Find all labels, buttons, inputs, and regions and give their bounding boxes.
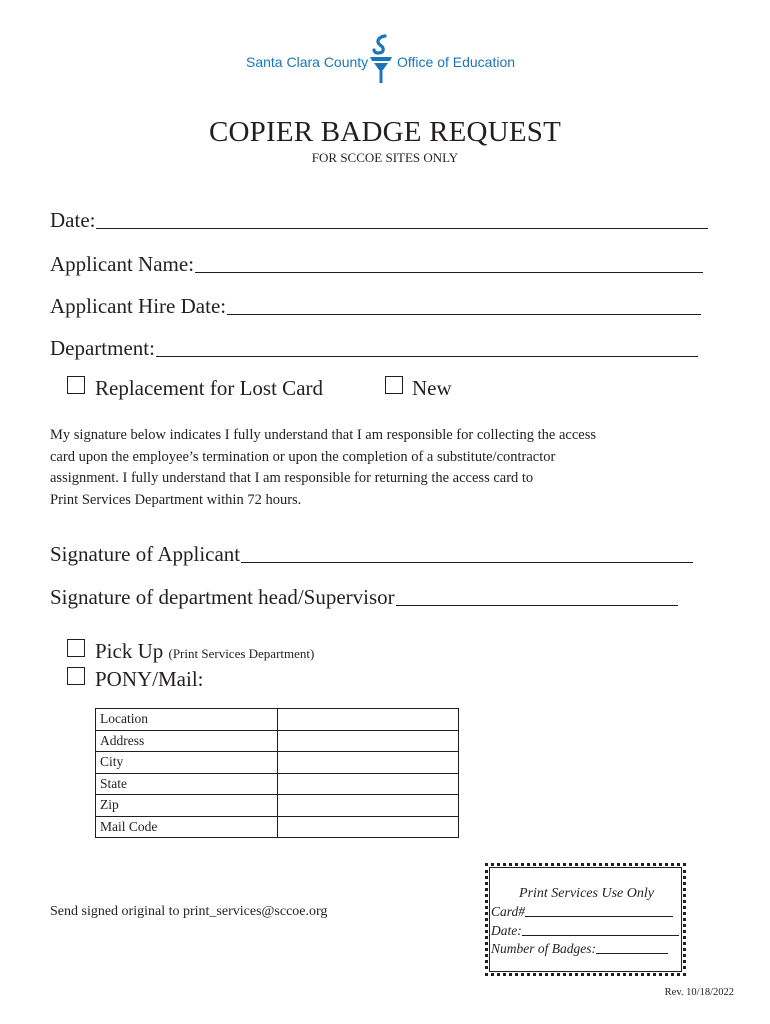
org-name-right: Office of Education <box>397 54 516 70</box>
location-label: Location <box>96 709 278 731</box>
ps-date-line[interactable] <box>522 935 679 936</box>
applicant-hire-date-line[interactable] <box>227 314 701 315</box>
table-row <box>96 752 459 774</box>
replacement-label: Replacement for Lost Card <box>95 376 324 400</box>
org-name-left: Santa Clara County <box>246 54 369 70</box>
date-line[interactable] <box>96 228 708 229</box>
date-label: Date: <box>50 208 96 232</box>
number-of-badges-label: Number of Badges: <box>491 941 596 956</box>
number-of-badges-field[interactable] <box>491 941 668 957</box>
department-line[interactable] <box>156 356 698 357</box>
table-row <box>96 730 459 752</box>
applicant-name-label: Applicant Name: <box>50 252 195 276</box>
table-row <box>96 709 459 731</box>
state-input[interactable] <box>278 773 459 795</box>
statement-line: My signature below indicates I fully understand that I am responsible for collecting the access <box>50 427 597 443</box>
pony-mail-checkbox[interactable] <box>67 667 85 685</box>
new-label: New <box>412 376 452 400</box>
print-services-box <box>485 863 686 976</box>
ps-date-label: Date: <box>491 923 522 938</box>
print-services-title: Print Services Use Only <box>519 886 654 901</box>
statement-line: Print Services Department within 72 hours. <box>50 491 302 508</box>
ps-date-field[interactable] <box>491 923 679 939</box>
address-table <box>95 708 459 838</box>
card-number-line[interactable] <box>525 916 673 917</box>
statement-line: assignment. I fully understand that I am responsible for returning the access card to <box>50 470 534 486</box>
responsibility-statement <box>50 425 720 511</box>
pickup-checkbox[interactable] <box>67 639 85 657</box>
table-row <box>96 773 459 795</box>
department-field[interactable] <box>50 336 698 361</box>
applicant-signature-field[interactable] <box>50 542 693 567</box>
table-row <box>96 816 459 838</box>
revision-date: Rev. 10/18/2022 <box>664 987 734 998</box>
applicant-name-line[interactable] <box>195 272 703 273</box>
pickup-note: (Print Services Department) <box>168 646 315 661</box>
applicant-hire-date-label: Applicant Hire Date: <box>50 294 227 318</box>
location-input[interactable] <box>278 709 459 731</box>
city-input[interactable] <box>278 752 459 774</box>
department-label: Department: <box>50 336 155 360</box>
replacement-checkbox[interactable] <box>67 376 85 394</box>
mail-code-input[interactable] <box>278 816 459 838</box>
supervisor-signature-label: Signature of department head/Supervisor <box>50 585 395 609</box>
send-instructions: Send signed original to print_services@sccoe.org <box>50 904 328 919</box>
applicant-name-field[interactable] <box>50 252 703 277</box>
statement-line: card upon the employee’s termination or upon the completion of a substitute/contractor <box>50 448 556 465</box>
pickup-label: Pick Up <box>95 639 164 663</box>
pickup-option <box>95 639 314 664</box>
card-number-field[interactable] <box>491 904 673 920</box>
supervisor-signature-line[interactable] <box>396 605 678 606</box>
page-title: COPIER BADGE REQUEST <box>208 116 561 148</box>
date-field[interactable] <box>50 208 708 233</box>
zip-label: Zip <box>96 795 278 817</box>
applicant-signature-line[interactable] <box>241 562 693 563</box>
torch-s-logo-icon <box>366 33 396 85</box>
new-checkbox[interactable] <box>385 376 403 394</box>
applicant-hire-date-field[interactable] <box>50 294 701 319</box>
mail-code-label: Mail Code <box>96 816 278 838</box>
number-of-badges-line[interactable] <box>596 953 668 954</box>
zip-input[interactable] <box>278 795 459 817</box>
address-input[interactable] <box>278 730 459 752</box>
pony-mail-label: PONY/Mail: <box>95 667 204 691</box>
supervisor-signature-field[interactable] <box>50 585 678 610</box>
city-label: City <box>96 752 278 774</box>
state-label: State <box>96 773 278 795</box>
card-number-label: Card# <box>491 904 526 919</box>
table-row <box>96 795 459 817</box>
page-subtitle: FOR SCCOE SITES ONLY <box>311 150 459 165</box>
applicant-signature-label: Signature of Applicant <box>50 542 241 566</box>
address-label: Address <box>96 730 278 752</box>
